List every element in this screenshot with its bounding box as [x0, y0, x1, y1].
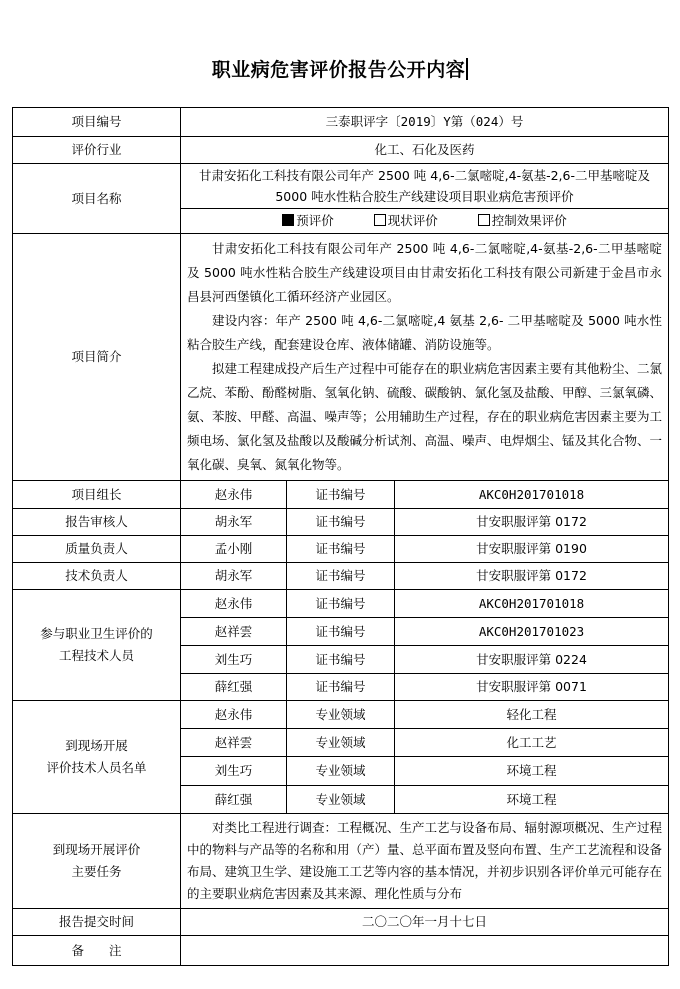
participant-cert: AKC0H201701023	[395, 618, 669, 646]
value-project-no: 三泰职评字〔2019〕Y第（024）号	[181, 108, 669, 137]
option-pre-eval[interactable]: 预评价	[282, 213, 334, 229]
row-intro	[13, 234, 669, 481]
participant-cert: 甘安职服评第 0224	[395, 646, 669, 674]
row-project-name	[13, 164, 669, 209]
leader-name: 赵永伟	[181, 481, 287, 509]
qa-cert: 甘安职服评第 0190	[395, 536, 669, 563]
onsite-field: 环境工程	[395, 786, 669, 814]
tech-name: 胡永军	[181, 563, 287, 590]
reviewer-name: 胡永军	[181, 509, 287, 536]
row-remarks	[13, 936, 669, 966]
row-reviewer	[13, 509, 669, 536]
participant-cert: 甘安职服评第 0071	[395, 674, 669, 701]
cert-label: 证书编号	[287, 563, 395, 590]
checkbox-empty-icon	[374, 214, 386, 226]
disclosure-table	[12, 107, 669, 966]
label-intro: 项目简介	[13, 234, 181, 481]
value-remarks	[181, 936, 669, 966]
value-intro	[181, 234, 669, 481]
document-title: 职业病危害评价报告公开内容	[0, 55, 680, 82]
cert-label: 证书编号	[287, 618, 395, 646]
onsite-name: 赵永伟	[181, 701, 287, 729]
participant-name: 赵祥雲	[181, 618, 287, 646]
participant-name: 赵永伟	[181, 590, 287, 618]
intro-paragraph: 甘肃安拓化工科技有限公司年产 2500 吨 4,6-二氯嘧啶,4-氨基-2,6-二甲基嘧啶及 5000 吨水性粘合胶生产线建设项目由甘肃安拓化工科技有限公司新建于金昌市永昌县河西堡镇化工循环经济产业园区。	[187, 241, 663, 304]
label-tasks: 到现场开展评价 主要任务	[13, 814, 181, 909]
value-project-name: 甘肃安拓化工科技有限公司年产 2500 吨 4,6-二氯嘧啶,4-氨基-2,6-二甲基嘧啶及 5000 吨水性粘合胶生产线建设项目职业病危害预评价	[181, 164, 669, 209]
label-project-no: 项目编号	[13, 108, 181, 137]
row-tasks	[13, 814, 669, 909]
cert-label: 证书编号	[287, 536, 395, 563]
row-project-no	[13, 108, 669, 137]
label-tech: 技术负责人	[13, 563, 181, 590]
label-onsite: 到现场开展 评价技术人员名单	[13, 701, 181, 814]
onsite-name: 薛红强	[181, 786, 287, 814]
value-industry: 化工、石化及医药	[181, 137, 669, 164]
label-participants: 参与职业卫生评价的 工程技术人员	[13, 590, 181, 701]
checkbox-empty-icon	[478, 214, 490, 226]
label-submit-time: 报告提交时间	[13, 909, 181, 936]
field-label: 专业领域	[287, 757, 395, 786]
field-label: 专业领域	[287, 786, 395, 814]
cert-label: 证书编号	[287, 590, 395, 618]
qa-name: 孟小刚	[181, 536, 287, 563]
onsite-name: 刘生巧	[181, 757, 287, 786]
field-label: 专业领域	[287, 729, 395, 757]
leader-cert: AKC0H201701018	[395, 481, 669, 509]
label-remarks: 备 注	[13, 936, 181, 966]
cert-label: 证书编号	[287, 646, 395, 674]
participant-name: 刘生巧	[181, 646, 287, 674]
row-tech	[13, 563, 669, 590]
eval-type-options	[181, 209, 669, 234]
label-project-name: 项目名称	[13, 164, 181, 234]
label-industry: 评价行业	[13, 137, 181, 164]
row-industry	[13, 137, 669, 164]
checkbox-checked-icon	[282, 214, 294, 226]
row-qa	[13, 536, 669, 563]
value-submit-time: 二〇二〇年一月十七日	[181, 909, 669, 936]
option-status-eval[interactable]: 现状评价	[374, 213, 438, 229]
intro-paragraph: 拟建工程建成投产后生产过程中可能存在的职业病危害因素主要有其他粉尘、二氯乙烷、苯酚、酚醛树脂、氢氧化钠、硫酸、碳酸钠、氯化氢及盐酸、甲醇、三氯氧磷、氨、苯胺、甲醛、高温、噪声等；公用辅助生产过程，存在的职业病危害因素主要为工频电场、氯化氢及盐酸以及酸碱分析试剂、高温、噪声、电焊烟尘、锰及其化合物、一氧化碳、臭氧、氮氧化物等。	[187, 361, 663, 472]
participant-name: 薛红强	[181, 674, 287, 701]
participant-row	[13, 590, 669, 618]
cert-label: 证书编号	[287, 481, 395, 509]
value-tasks: 对类比工程进行调查：工程概况、生产工艺与设备布局、辐射源项概况、生产过程中的物料与产品等的名称和用（产）量、总平面布置及竖向布置、生产工艺流程和设备布局、建筑卫生学、建设施工工艺等内容的基本情况，并初步识别各评价单元可能存在的主要职业病危害因素及其来源、理化性质与分布	[181, 814, 669, 909]
row-leader	[13, 481, 669, 509]
cert-label: 证书编号	[287, 674, 395, 701]
onsite-row	[13, 701, 669, 729]
onsite-name: 赵祥雲	[181, 729, 287, 757]
participant-cert: AKC0H201701018	[395, 590, 669, 618]
onsite-field: 环境工程	[395, 757, 669, 786]
text-cursor	[466, 58, 468, 80]
onsite-field: 轻化工程	[395, 701, 669, 729]
intro-paragraph: 建设内容：年产 2500 吨 4,6-二氯嘧啶,4 氨基 2,6- 二甲基嘧啶及 5000 吨水性粘合胶生产线，配套建设仓库、液体储罐、消防设施等。	[187, 313, 663, 352]
field-label: 专业领域	[287, 701, 395, 729]
label-qa: 质量负责人	[13, 536, 181, 563]
option-control-eval[interactable]: 控制效果评价	[478, 213, 567, 229]
tech-cert: 甘安职服评第 0172	[395, 563, 669, 590]
label-leader: 项目组长	[13, 481, 181, 509]
label-reviewer: 报告审核人	[13, 509, 181, 536]
reviewer-cert: 甘安职服评第 0172	[395, 509, 669, 536]
row-submit-time	[13, 909, 669, 936]
onsite-field: 化工工艺	[395, 729, 669, 757]
cert-label: 证书编号	[287, 509, 395, 536]
